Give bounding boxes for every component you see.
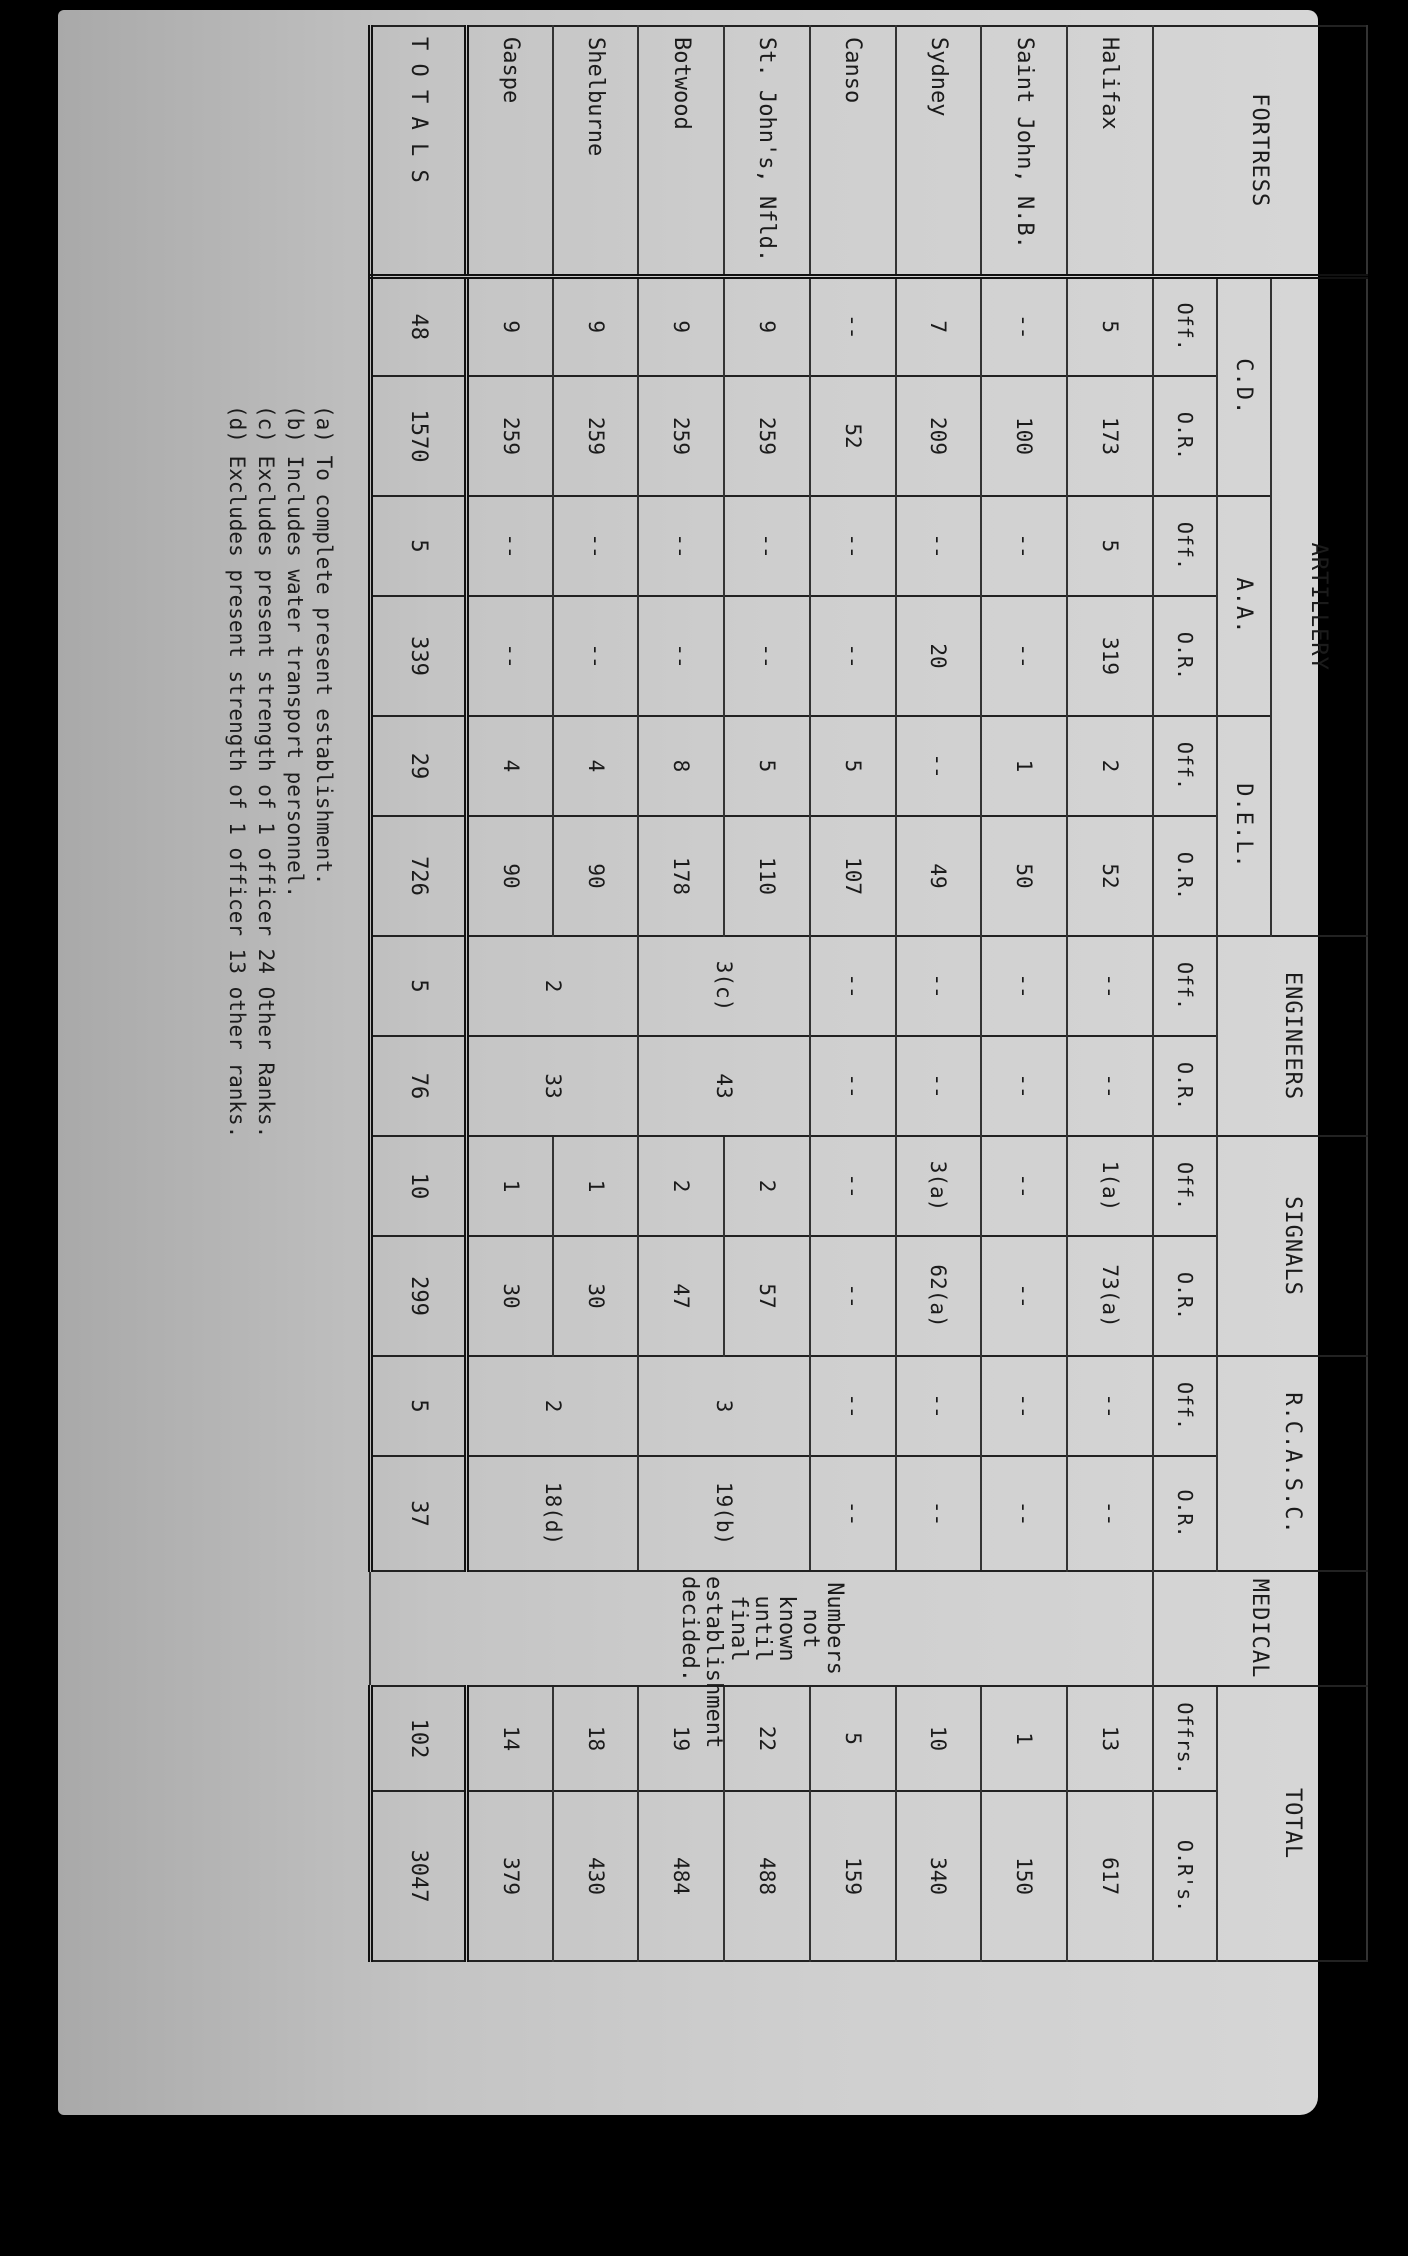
engineers-header: ENGINEERS: [1217, 936, 1367, 1136]
aa-off-cell: --: [553, 496, 639, 596]
sig-off-cell: 2: [638, 1136, 724, 1236]
sig-or-cell: 73(a): [1067, 1236, 1153, 1356]
asc-or-cell: --: [810, 1456, 896, 1571]
del-off-cell: 2: [1067, 716, 1153, 816]
asc-off-cell: --: [1067, 1356, 1153, 1456]
del-off-cell: 1: [981, 716, 1067, 816]
tot-or-cell: 150: [981, 1791, 1067, 1961]
eng-off-cell: --: [810, 936, 896, 1036]
total-aa-or-cell: 339: [371, 596, 467, 716]
cd-off-label: Off.: [1153, 276, 1217, 376]
eng-off-cell: 3(c): [638, 936, 809, 1036]
del-or-cell: 110: [724, 816, 810, 936]
tot-off-cell: 1: [981, 1686, 1067, 1791]
tot-off-cell: 18: [553, 1686, 639, 1791]
del-off-label: Off.: [1153, 716, 1217, 816]
tot-off-cell: 13: [1067, 1686, 1153, 1791]
total-del-or-cell: 726: [371, 816, 467, 936]
cd-off-cell: 7: [896, 276, 982, 376]
fortress-name: Shelburne: [553, 26, 639, 276]
del-or-label: O.R.: [1153, 816, 1217, 936]
aa-off-cell: --: [638, 496, 724, 596]
cd-or-cell: 259: [553, 376, 639, 496]
sig-off-cell: 2: [724, 1136, 810, 1236]
sig-off-cell: 1: [553, 1136, 639, 1236]
tot-or-cell: 340: [896, 1791, 982, 1961]
sig-or-cell: 47: [638, 1236, 724, 1356]
fortress-name: Canso: [810, 26, 896, 276]
sig-off-cell: 3(a): [896, 1136, 982, 1236]
sig-off-cell: 1: [467, 1136, 553, 1236]
document-page: [58, 10, 1332, 2115]
sig-off-cell: 1(a): [1067, 1136, 1153, 1236]
del-off-cell: 4: [467, 716, 553, 816]
asc-or-label: O.R.: [1153, 1456, 1217, 1571]
cd-or-cell: 100: [981, 376, 1067, 496]
aa-off-cell: --: [467, 496, 553, 596]
aa-or-label: O.R.: [1153, 596, 1217, 716]
eng-or-cell: --: [810, 1036, 896, 1136]
fortress-strength-table: [368, 25, 1368, 1962]
cd-off-cell: --: [981, 276, 1067, 376]
del-or-cell: 178: [638, 816, 724, 936]
cd-off-cell: 9: [724, 276, 810, 376]
eng-off-cell: --: [896, 936, 982, 1036]
cd-or-cell: 259: [724, 376, 810, 496]
eng-or-cell: --: [1067, 1036, 1153, 1136]
sig-off-cell: --: [810, 1136, 896, 1236]
fortress-name: Gaspe: [467, 26, 553, 276]
medical-note: Numbers not known until final establishment decided.: [371, 1571, 1153, 1686]
cd-header: C.D.: [1217, 276, 1271, 496]
fortress-name: Sydney: [896, 26, 982, 276]
aa-or-cell: --: [810, 596, 896, 716]
signals-header: SIGNALS: [1217, 1136, 1367, 1356]
footnote: (c) Excludes present strength of 1 officer 24 Other Ranks.: [254, 405, 278, 1139]
aa-or-cell: --: [467, 596, 553, 716]
total-tot-or-cell: 3047: [371, 1791, 467, 1961]
aa-or-cell: 20: [896, 596, 982, 716]
del-or-cell: 107: [810, 816, 896, 936]
fortress-name: Halifax: [1067, 26, 1153, 276]
rcasc-header: R.C.A.S.C.: [1217, 1356, 1367, 1571]
tot-off-cell: 22: [724, 1686, 810, 1791]
asc-or-cell: 19(b): [638, 1456, 809, 1571]
fortress-name: Saint John, N.B.: [981, 26, 1067, 276]
sig-or-cell: 57: [724, 1236, 810, 1356]
aa-off-cell: --: [981, 496, 1067, 596]
total-eng-or-cell: 76: [371, 1036, 467, 1136]
total-cd-off-cell: 48: [371, 276, 467, 376]
cd-or-label: O.R.: [1153, 376, 1217, 496]
tot-or-cell: 159: [810, 1791, 896, 1961]
total-aa-off-cell: 5: [371, 496, 467, 596]
cd-off-cell: 5: [1067, 276, 1153, 376]
tot-or-cell: 430: [553, 1791, 639, 1961]
eng-off-label: Off.: [1153, 936, 1217, 1036]
aa-or-cell: --: [724, 596, 810, 716]
asc-or-cell: --: [981, 1456, 1067, 1571]
sig-or-cell: 30: [467, 1236, 553, 1356]
del-or-cell: 90: [553, 816, 639, 936]
del-or-cell: 52: [1067, 816, 1153, 936]
asc-off-cell: --: [896, 1356, 982, 1456]
aa-or-cell: --: [981, 596, 1067, 716]
del-or-cell: 90: [467, 816, 553, 936]
table-body: [371, 26, 1368, 1961]
sig-off-cell: --: [981, 1136, 1067, 1236]
aa-off-cell: --: [896, 496, 982, 596]
total-cd-or-cell: 1570: [371, 376, 467, 496]
cd-off-cell: 9: [467, 276, 553, 376]
aa-or-cell: --: [553, 596, 639, 716]
asc-off-cell: --: [981, 1356, 1067, 1456]
aa-off-cell: --: [724, 496, 810, 596]
tot-off-label: Offrs.: [1153, 1686, 1217, 1791]
eng-off-cell: --: [981, 936, 1067, 1036]
del-off-cell: 4: [553, 716, 639, 816]
cd-or-cell: 209: [896, 376, 982, 496]
asc-or-cell: --: [896, 1456, 982, 1571]
sig-or-cell: --: [981, 1236, 1067, 1356]
total-sig-or-cell: 299: [371, 1236, 467, 1356]
eng-or-label: O.R.: [1153, 1036, 1217, 1136]
del-off-cell: 5: [724, 716, 810, 816]
cd-or-cell: 52: [810, 376, 896, 496]
cd-off-cell: --: [810, 276, 896, 376]
tot-off-cell: 14: [467, 1686, 553, 1791]
cd-or-cell: 259: [467, 376, 553, 496]
table-row: [1067, 26, 1153, 1961]
asc-off-cell: --: [810, 1356, 896, 1456]
cd-off-cell: 9: [553, 276, 639, 376]
asc-or-cell: 18(d): [467, 1456, 638, 1571]
footnote: (b) Includes water transport personnel.: [283, 405, 307, 899]
tot-or-cell: 484: [638, 1791, 724, 1961]
total-asc-off-cell: 5: [371, 1356, 467, 1456]
footnote: (d) Excludes present strength of 1 officer 13 other ranks.: [225, 405, 249, 1139]
fortress-header: FORTRESS: [1153, 26, 1367, 276]
total-header: TOTAL: [1217, 1686, 1367, 1961]
header-row-1: [1271, 26, 1367, 1961]
sig-off-label: Off.: [1153, 1136, 1217, 1236]
del-off-cell: 5: [810, 716, 896, 816]
rotated-content: [138, 25, 1368, 2115]
total-del-off-cell: 29: [371, 716, 467, 816]
fortress-name: St. John's, Nfld.: [724, 26, 810, 276]
totals-label: T O T A L S: [371, 26, 467, 276]
aa-or-cell: --: [638, 596, 724, 716]
sig-or-label: O.R.: [1153, 1236, 1217, 1356]
cd-off-cell: 9: [638, 276, 724, 376]
total-asc-or-cell: 37: [371, 1456, 467, 1571]
tot-off-cell: 19: [638, 1686, 724, 1791]
aa-off-label: Off.: [1153, 496, 1217, 596]
asc-or-cell: --: [1067, 1456, 1153, 1571]
eng-off-cell: --: [1067, 936, 1153, 1036]
tot-or-cell: 379: [467, 1791, 553, 1961]
cd-or-cell: 173: [1067, 376, 1153, 496]
del-header: D.E.L.: [1217, 716, 1271, 936]
tot-or-cell: 617: [1067, 1791, 1153, 1961]
aa-off-cell: --: [810, 496, 896, 596]
total-sig-off-cell: 10: [371, 1136, 467, 1236]
eng-or-cell: 43: [638, 1036, 809, 1136]
aa-or-cell: 319: [1067, 596, 1153, 716]
aa-header: A.A.: [1217, 496, 1271, 716]
artillery-header: ARTILLERY: [1271, 276, 1367, 936]
tot-off-cell: 10: [896, 1686, 982, 1791]
del-off-cell: 8: [638, 716, 724, 816]
del-off-cell: --: [896, 716, 982, 816]
medical-header: MEDICAL: [1153, 1571, 1367, 1686]
asc-off-cell: 2: [467, 1356, 638, 1456]
eng-or-cell: --: [981, 1036, 1067, 1136]
eng-off-cell: 2: [467, 936, 638, 1036]
footnotes: [222, 405, 338, 1905]
tot-off-cell: 5: [810, 1686, 896, 1791]
asc-off-label: Off.: [1153, 1356, 1217, 1456]
eng-or-cell: 33: [467, 1036, 638, 1136]
fortress-name: Botwood: [638, 26, 724, 276]
total-tot-off-cell: 102: [371, 1686, 467, 1791]
tot-or-label: O.R's.: [1153, 1791, 1217, 1961]
cd-or-cell: 259: [638, 376, 724, 496]
del-or-cell: 49: [896, 816, 982, 936]
sig-or-cell: --: [810, 1236, 896, 1356]
asc-off-cell: 3: [638, 1356, 809, 1456]
total-eng-off-cell: 5: [371, 936, 467, 1036]
eng-or-cell: --: [896, 1036, 982, 1136]
tot-or-cell: 488: [724, 1791, 810, 1961]
sig-or-cell: 62(a): [896, 1236, 982, 1356]
sig-or-cell: 30: [553, 1236, 639, 1356]
del-or-cell: 50: [981, 816, 1067, 936]
footnote: (a) To complete present establishment.: [312, 405, 336, 886]
aa-off-cell: 5: [1067, 496, 1153, 596]
